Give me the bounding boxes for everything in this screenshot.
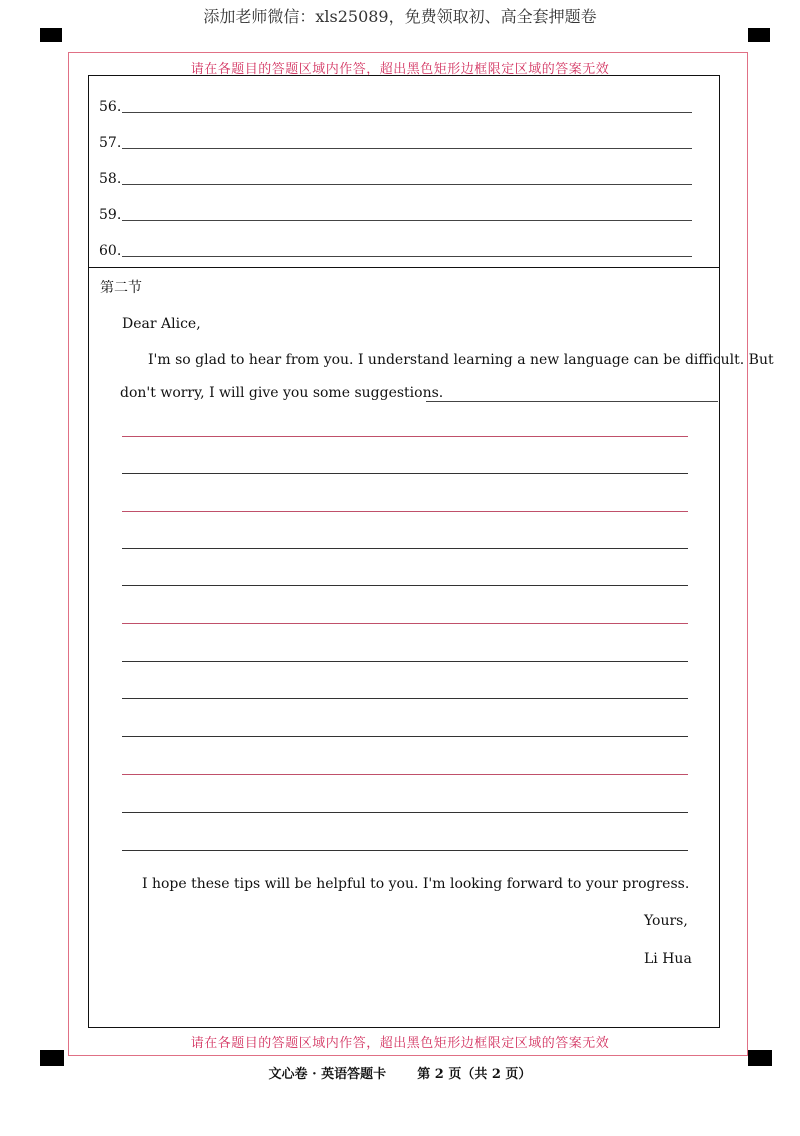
writing-line[interactable] (122, 736, 688, 737)
question-number: 57. (99, 135, 122, 151)
answer-line[interactable] (122, 220, 692, 221)
registration-mark-top-left (40, 28, 62, 42)
letter-closing: I hope these tips will be helpful to you. I'm looking forward to your progress. (142, 876, 690, 892)
answer-line[interactable] (122, 184, 692, 185)
section-title: 第二节 (100, 280, 142, 296)
writing-line[interactable] (122, 548, 688, 549)
registration-mark-top-right (748, 28, 770, 42)
question-number: 59. (99, 207, 122, 223)
answer-line[interactable] (122, 148, 692, 149)
question-number: 60. (99, 243, 122, 259)
footer-page-number: 第 2 页（共 2 页） (417, 1067, 532, 1082)
writing-line[interactable] (122, 473, 688, 474)
writing-line[interactable] (122, 585, 688, 586)
writing-line[interactable] (122, 812, 688, 813)
letter-opening-line-1: I'm so glad to hear from you. I understand learning a new language can be difficult. But (148, 352, 774, 368)
watermark-text: 添加老师微信：xls25089，免费领取初、高全套押题卷 (203, 7, 597, 26)
writing-line[interactable] (122, 436, 688, 437)
writing-line[interactable] (426, 401, 718, 402)
answer-line[interactable] (122, 112, 692, 113)
warning-bottom: 请在各题目的答题区域内作答，超出黑色矩形边框限定区域的答案无效 (190, 1036, 610, 1051)
writing-line[interactable] (122, 698, 688, 699)
warning-top: 请在各题目的答题区域内作答，超出黑色矩形边框限定区域的答案无效 (190, 62, 610, 77)
footer-title: 英语答题卡 (321, 1067, 387, 1082)
answer-line[interactable] (122, 256, 692, 257)
letter-signoff: Yours, (644, 913, 688, 929)
question-number: 58. (99, 171, 122, 187)
page-footer (0, 1063, 800, 1082)
letter-signature: Li Hua (644, 951, 692, 967)
writing-line[interactable] (122, 511, 688, 512)
footer-brand: 文心卷 (268, 1067, 308, 1082)
writing-line[interactable] (122, 623, 688, 624)
letter-greeting: Dear Alice, (122, 316, 201, 332)
writing-line[interactable] (122, 774, 688, 775)
footer-separator: · (312, 1067, 317, 1082)
question-number: 56. (99, 99, 122, 115)
letter-opening-line-2: don't worry, I will give you some suggestions. (120, 385, 444, 401)
writing-line[interactable] (122, 661, 688, 662)
writing-line[interactable] (122, 850, 688, 851)
section-divider (88, 267, 720, 268)
